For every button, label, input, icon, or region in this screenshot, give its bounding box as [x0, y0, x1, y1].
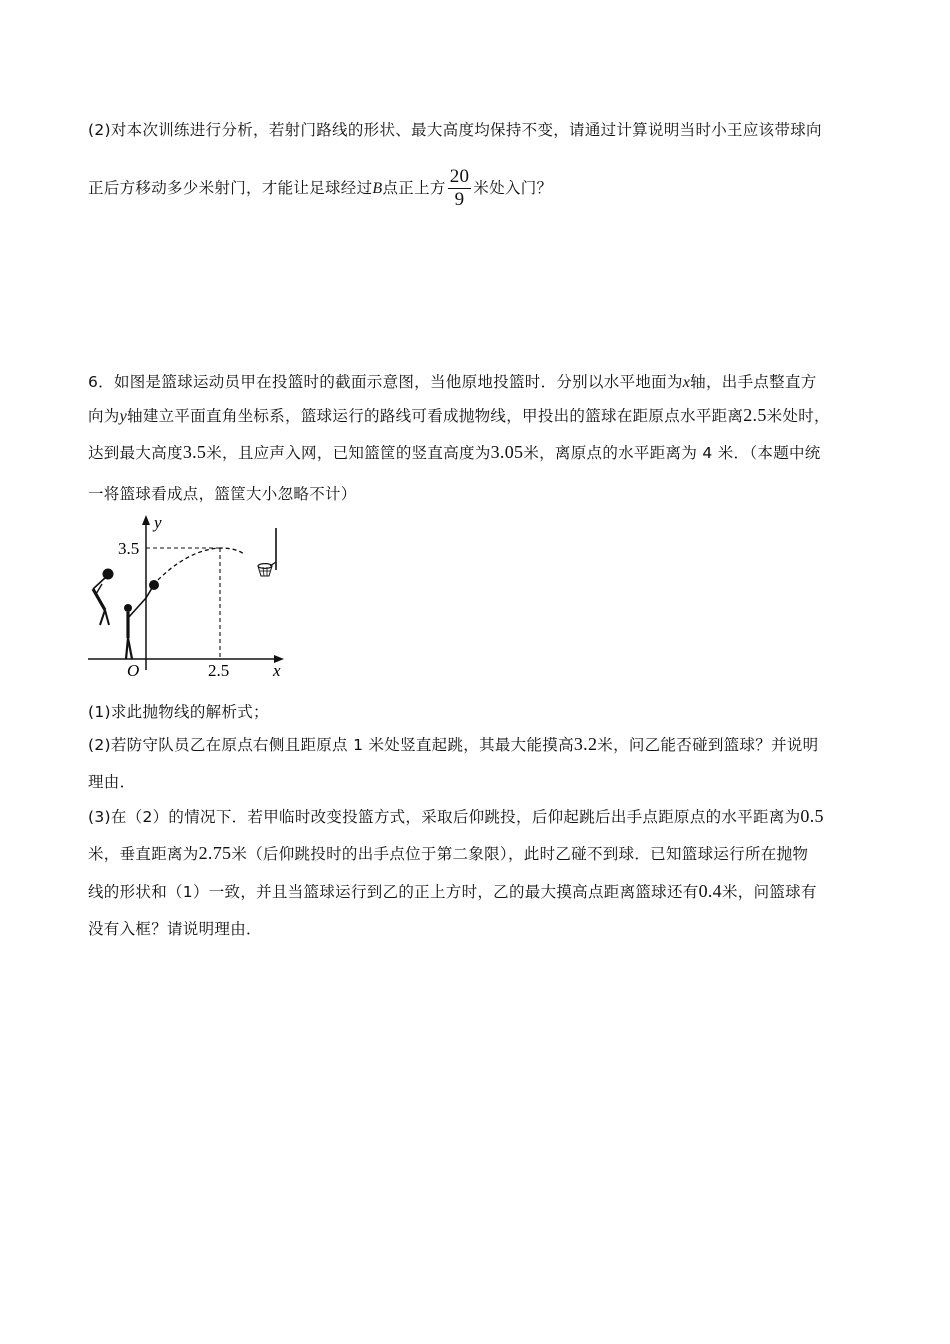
- q6-part1: (1)求此抛物线的解析式；: [88, 703, 269, 721]
- y-axis-label: y: [154, 513, 162, 532]
- q6-text: 6．如图是篮球运动员甲在投篮时的截面示意图，当他原地投篮时．分别以水平地面为: [88, 373, 683, 391]
- q6-part2-line1: [88, 733, 818, 755]
- number: 0.4: [698, 881, 722, 901]
- number: 3.2: [573, 734, 598, 754]
- number: 2.5: [743, 405, 767, 425]
- q6-text: 轴，出手点整直方: [690, 373, 817, 391]
- x-var: x: [682, 374, 691, 391]
- q6-line4: 一将篮球看成点，篮筐大小忽略不计）: [88, 485, 357, 503]
- q6-text: 米，离原点的水平距离为 4 米．（本题中统: [523, 444, 821, 462]
- q5-part2-line1: (2)对本次训练进行分析，若射门路线的形状、最大高度均保持不变，请通过计算说明当时小王应该带球向: [88, 121, 822, 139]
- q6-part3-line3: [88, 880, 817, 902]
- q6-line1: [88, 370, 817, 392]
- y-axis-arrow: [142, 515, 150, 525]
- q5-text: 米处入门？: [473, 179, 553, 197]
- basketball: [149, 580, 159, 590]
- q6-text: 米，且应声入网，已知篮筐的竖直高度为: [206, 444, 491, 462]
- number: 0.5: [800, 806, 824, 826]
- q6-text: 米，问篮球有: [721, 883, 817, 901]
- basket-hoop: [258, 528, 276, 576]
- q5-text: 点正上方: [382, 179, 446, 197]
- q6-text: 轴建立平面直角坐标系，篮球运行的路线可看成抛物线，甲投出的篮球在距原点水平距离: [127, 407, 744, 425]
- q6-part3-line1: [88, 805, 824, 827]
- trajectory-curve: [153, 548, 244, 585]
- x-tick-label: 2.5: [208, 661, 230, 680]
- q6-text: 线的形状和（1）一致，并且当篮球运行到乙的正上方时，乙的最大摸高点距离篮球还有: [88, 883, 699, 901]
- y-tick-label: 3.5: [118, 539, 140, 558]
- q6-text: (2)若防守队员乙在原点右侧且距原点 1 米处竖直起跳，其最大能摸高: [88, 736, 574, 754]
- fraction-denominator: 9: [454, 189, 465, 210]
- number: 3.5: [182, 442, 207, 462]
- basketball-figure: [80, 510, 295, 685]
- q5-text: 正后方移动多少米射门，才能让足球经过: [88, 179, 373, 197]
- q6-text: 米（后仰跳投时的出手点位于第二象限），此时乙碰不到球．已知篮球运行所在抛物: [231, 845, 809, 863]
- origin-label: O: [127, 661, 140, 680]
- shooter-figure: [124, 588, 152, 659]
- q6-text: 达到最大高度: [88, 444, 183, 462]
- q6-part3-line4: 没有入框？请说明理由．: [88, 920, 262, 938]
- q6-line3: [88, 441, 821, 463]
- q6-text: (3)在（2）的情况下．若甲临时改变投篮方式，采取后仰跳投，后仰起跳后出手点距原点的水平距离为: [88, 808, 801, 826]
- number: 3.05: [490, 442, 524, 462]
- y-var: y: [119, 408, 128, 425]
- q6-text: 米，垂直距离为: [88, 845, 199, 863]
- q6-text: 米，问乙能否碰到篮球？并说明: [597, 736, 819, 754]
- q5-part2-line2: [88, 166, 552, 211]
- point-b-label: B: [372, 180, 383, 197]
- q6-line2: [88, 404, 830, 426]
- fraction-numerator: 20: [449, 166, 470, 187]
- q6-text: 向为: [88, 407, 120, 425]
- q6-part2-line2: 理由．: [88, 773, 136, 791]
- number: 2.75: [198, 843, 232, 863]
- x-axis-label: x: [273, 661, 281, 680]
- defender-figure: [93, 569, 114, 626]
- fraction: [448, 166, 472, 211]
- q6-part3-line2: [88, 842, 808, 864]
- q6-text: 米处时，: [766, 407, 830, 425]
